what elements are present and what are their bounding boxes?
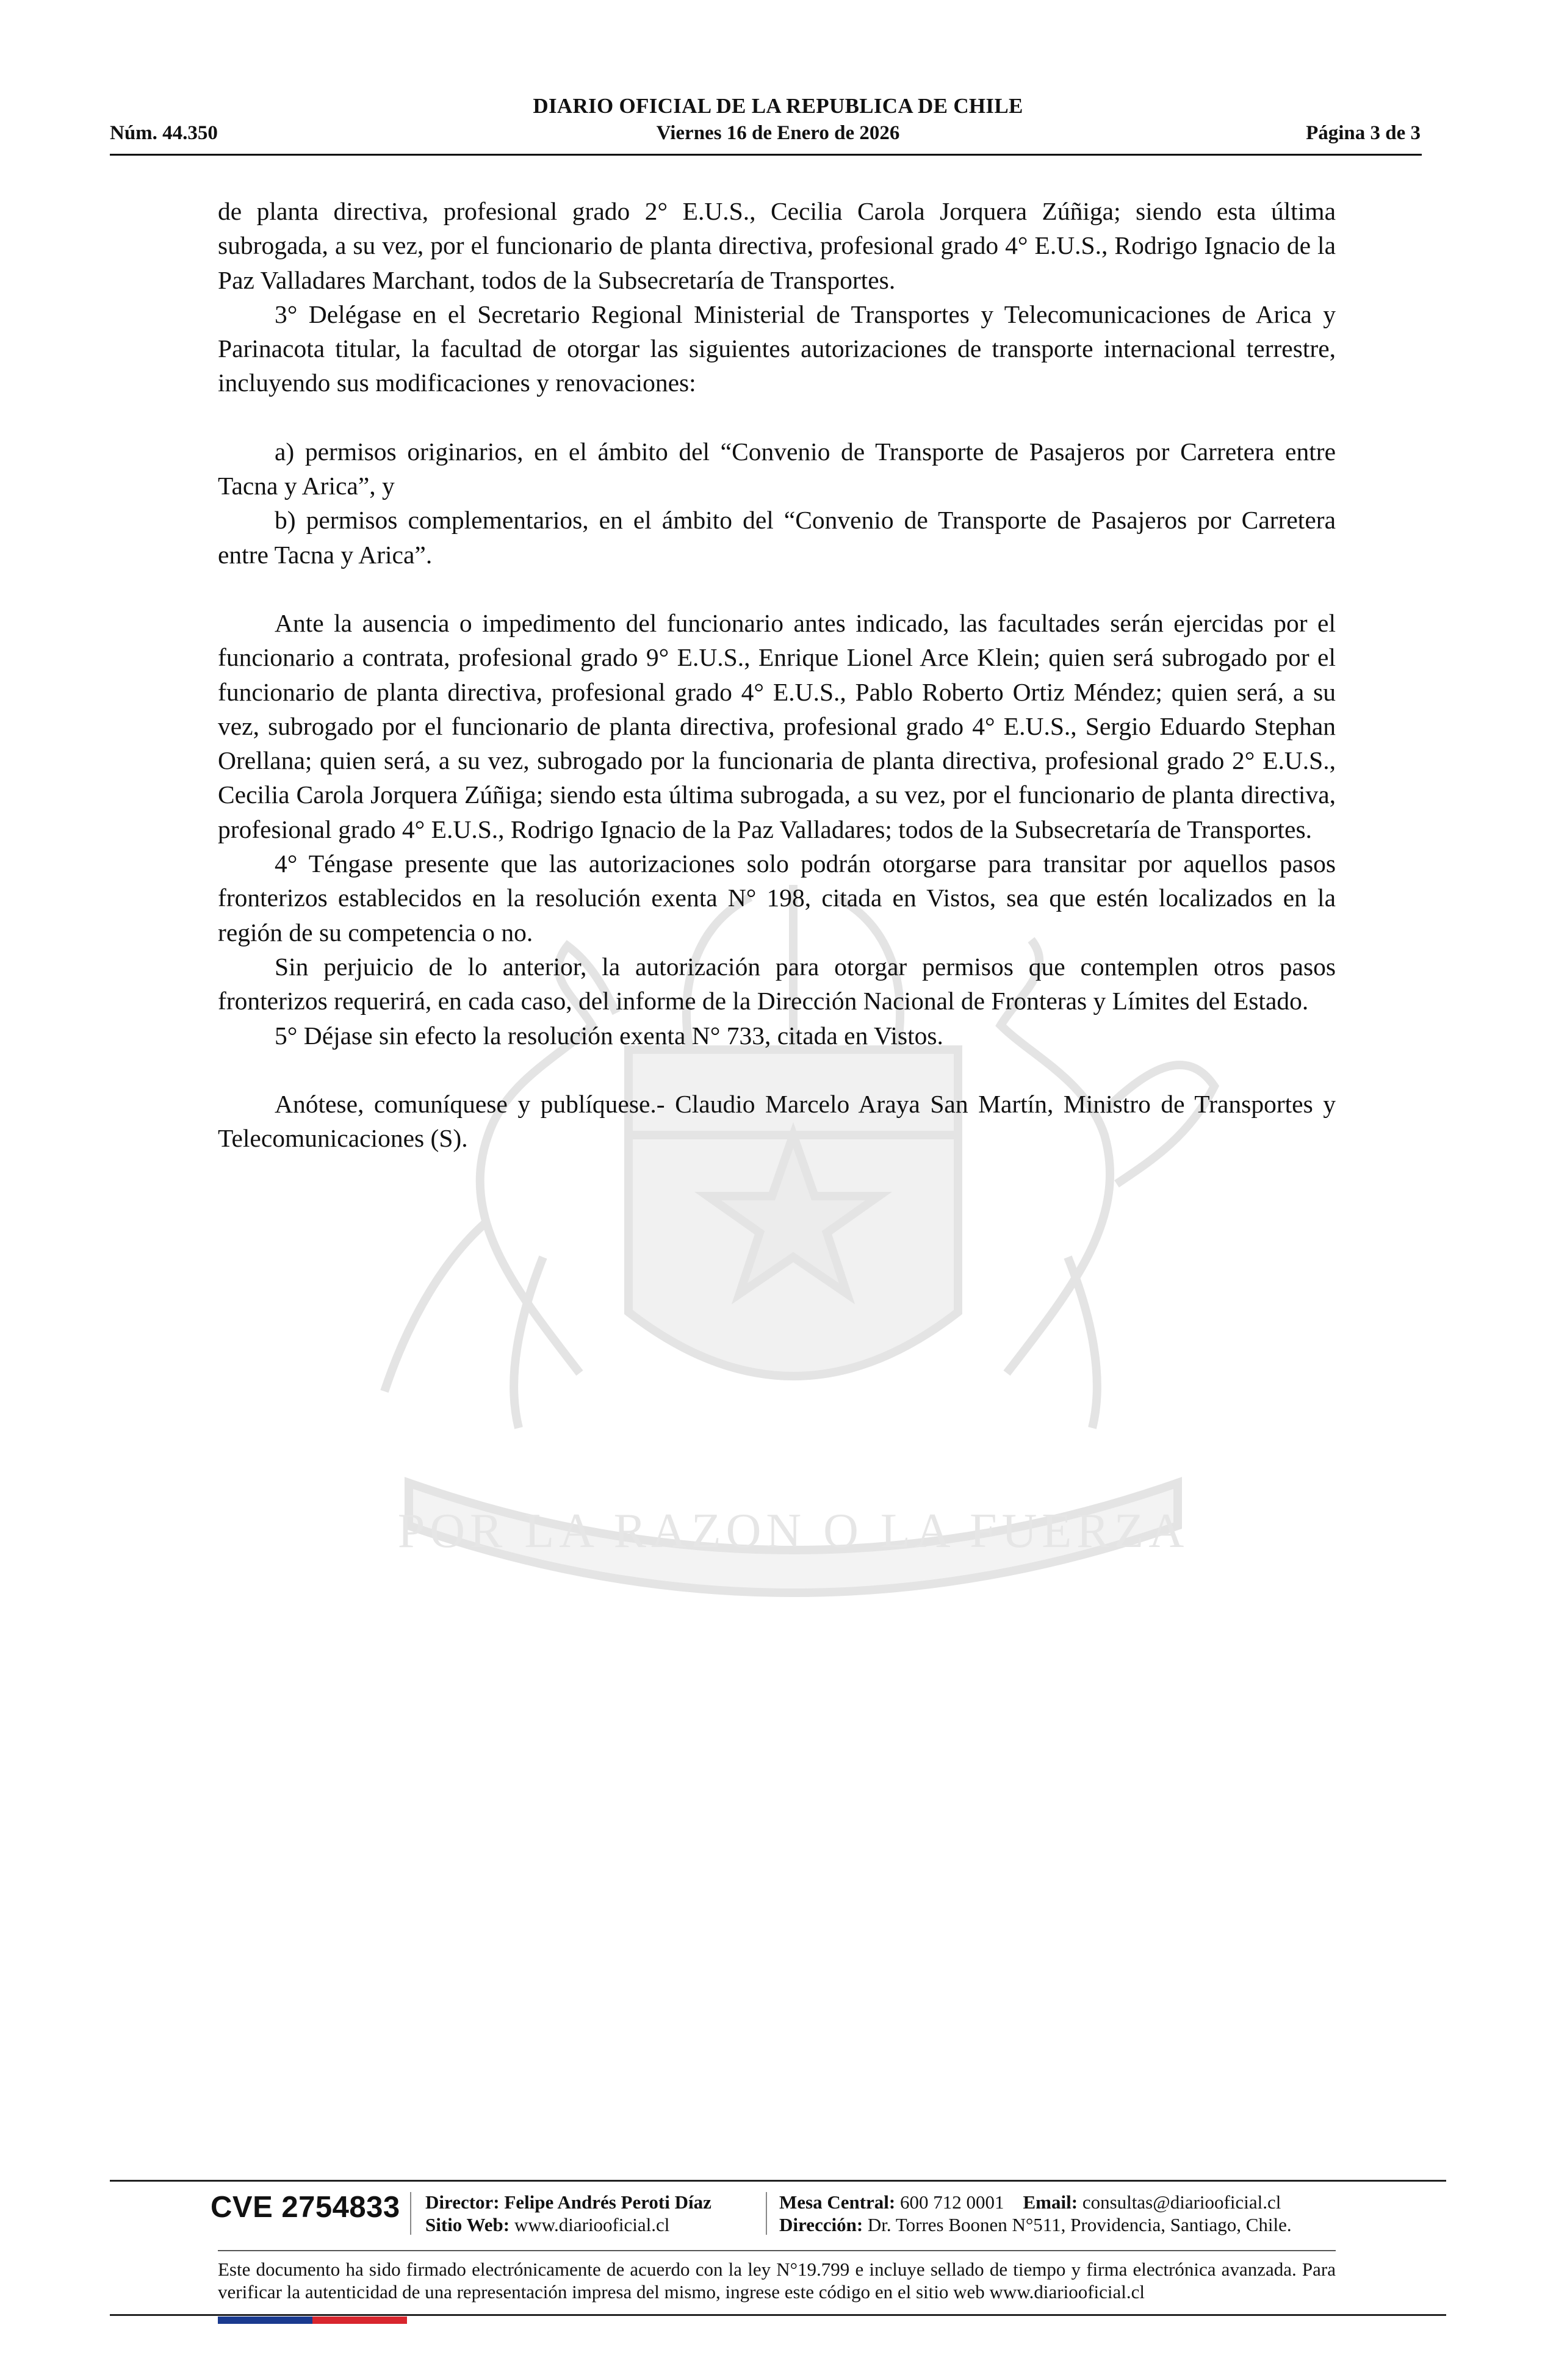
footer-separator (410, 2192, 411, 2235)
phone-number: 600 712 0001 (900, 2191, 1004, 2213)
website-label: Sitio Web: (425, 2214, 510, 2235)
list-item-a: a) permisos originarios, en el ámbito del “Convenio de Transporte de Pasajeros por Carretera entre Tacna y Arica”, y (218, 437, 1336, 500)
email-label: Email: (1023, 2191, 1078, 2213)
footer-director-block (425, 2191, 711, 2236)
publication-title: DIARIO OFICIAL DE LA REPUBLICA DE CHILE (533, 94, 1023, 118)
paragraph-article-3: 3° Delégase en el Secretario Regional Ministerial de Transportes y Telecomunicaciones de Arica y Parinacota titular, la facultad de otorgar las siguientes autorizaciones de transporte internacional terrestre, incluyendo sus modificaciones y renovaciones: (218, 300, 1336, 397)
flag-stripe (218, 2317, 407, 2324)
address-label: Dirección: (779, 2214, 863, 2235)
paragraph-border-crossings: Sin perjuicio de lo anterior, la autorización para otorgar permisos que contemplen otros pasos fronterizos requerirá, en cada caso, del informe de la Dirección Nacional de Fronteras y Límites del Estado. (218, 952, 1336, 1015)
footer-separator (766, 2192, 767, 2235)
issue-number: Núm. 44.350 (110, 122, 218, 144)
paragraph-subrogation: Ante la ausencia o impedimento del funcionario antes indicado, las facultades serán ejercidas por el funcionario a contrata, profesional grado 9° E.U.S., Enrique Lionel Arce Klein; quien será subrogado por el funcionario de planta directiva, profesional grado 4° E.U.S., Pablo Roberto Ortiz Méndez; quien será, a su vez, subrogado por el funcionario de planta directiva, profesional grado 4° E.U.S., Sergio Eduardo Stephan Orellana; quien será, a su vez, subrogado por la funcionaria de planta directiva, profesional grado 2° E.U.S., Cecilia Carola Jorquera Zúñiga; siendo esta última subrogada, a su vez, por el funcionario de planta directiva, profesional grado 4° E.U.S., Rodrigo Ignacio de la Paz Valladares; todos de la Subsecretaría de Transportes. (218, 608, 1336, 843)
document-body (218, 194, 1336, 1155)
paragraph-signature: Anótese, comuníquese y publíquese.- Claudio Marcelo Araya San Martín, Ministro de Transportes y Telecomunicaciones (S). (218, 1089, 1336, 1153)
flag-blue-segment (218, 2317, 312, 2324)
paragraph-article-4: 4° Téngase presente que las autorizaciones solo podrán otorgarse para transitar por aquellos pasos fronterizos establecidos en la resolución exenta N° 198, citada en Vistos, sea que estén localizados en la región de su competencia o no. (218, 849, 1336, 947)
director-name: Felipe Andrés Peroti Díaz (504, 2191, 711, 2213)
paragraph-continuation: de planta directiva, profesional grado 2° E.U.S., Cecilia Carola Jorquera Zúñiga; siendo esta última subrogada, a su vez, por el funcionario de planta directiva, profesional grado 4° E.U.S., Rodrigo Ignacio de la Paz Valladares Marchant, todos de la Subsecretaría de Transportes. (218, 197, 1336, 294)
website-link[interactable]: www.diariooficial.cl (514, 2214, 670, 2235)
page-indicator: Página 3 de 3 (1306, 122, 1421, 144)
email-link[interactable]: consultas@diariooficial.cl (1082, 2191, 1281, 2213)
signature-disclaimer: Este documento ha sido firmado electrónicamente de acuerdo con la ley N°19.799 e incluye sellado de tiempo y firma electrónica avanzada. Para verificar la autenticidad de una representación impresa del mismo, ingrese este código en el sitio web www.diariooficial.cl (218, 2259, 1336, 2302)
list-item-b: b) permisos complementarios, en el ámbito del “Convenio de Transporte de Pasajeros por Carretera entre Tacna y Arica”. (218, 506, 1336, 569)
footer-contact-block (779, 2191, 1292, 2236)
address-text: Dr. Torres Boonen N°511, Providencia, Santiago, Chile. (867, 2214, 1292, 2235)
cve-code: CVE 2754833 (211, 2191, 400, 2224)
footer-divider-top (110, 2180, 1446, 2182)
watermark-motto: POR LA RAZON O LA FUERZA (397, 1504, 1189, 1558)
footer-divider-bottom (110, 2314, 1446, 2316)
paragraph-article-5: 5° Déjase sin efecto la resolución exenta N° 733, citada en Vistos. (275, 1021, 943, 1050)
director-label: Director: (425, 2191, 500, 2213)
flag-red-segment (312, 2317, 407, 2324)
footer-divider-middle (218, 2250, 1336, 2251)
header-divider (110, 154, 1422, 156)
phone-label: Mesa Central: (779, 2191, 896, 2213)
issue-date: Viernes 16 de Enero de 2026 (656, 122, 900, 144)
